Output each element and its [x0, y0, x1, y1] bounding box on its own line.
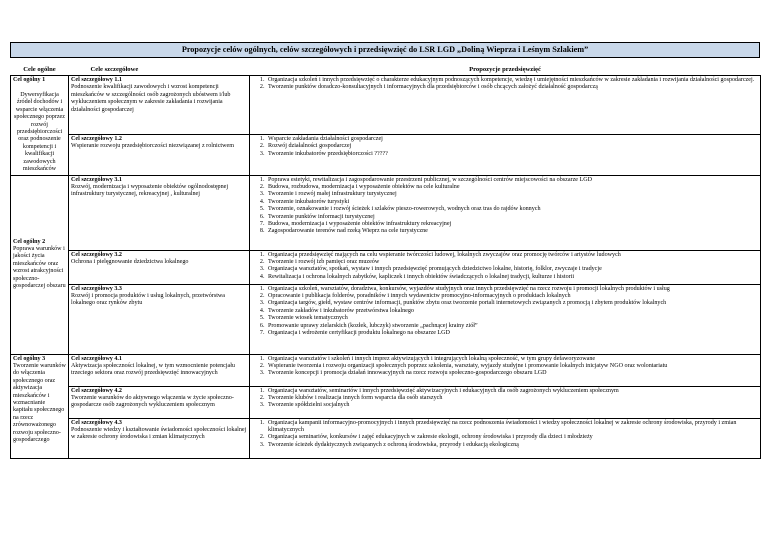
table-row	[11, 175, 761, 250]
action-item: 1. Organizacja szkoleń, warsztatów, doradztwa, konkursów, wyjazdów studyjnych oraz innych przedsięwzięć na rzecz rozwoju i promocji lokalnych produktów i usług	[266, 286, 758, 293]
actions-list	[252, 77, 758, 92]
header-specific-goals: Cele szczegółowe	[69, 64, 250, 76]
table-row	[11, 250, 761, 284]
actions-cell	[250, 76, 761, 135]
action-item: 4. Tworzenie inkubatorów turystyki	[266, 199, 758, 206]
action-item: 7. Budowa, modernizacja i wyposażenie obiektów infrastruktury rekreacyjnej	[266, 221, 758, 228]
specific-goal-label: Cel szczegółowy 3.3	[71, 285, 122, 292]
general-goal-cell	[11, 76, 69, 175]
action-item: 1. Poprawa estetyki, rewitalizacja i zagospodarowanie przestrzeni publicznej, w szczególności centrów miejscowości na obszarze LGD	[266, 177, 758, 184]
actions-cell	[250, 418, 761, 458]
action-item: 1. Wsparcie zakładania działalności gospodarczej	[266, 136, 758, 143]
action-item: 2. Tworzenie punktów doradczo-konsultacyjnych i informacyjnych dla przedsiębiorców i osób chcących założyć działalność gospodarczą	[266, 84, 758, 91]
specific-goal-cell	[69, 76, 250, 135]
specific-goal-text: Wspieranie rozwoju przedsiębiorczości niezwiązanej z rolnictwem	[71, 143, 234, 150]
specific-goal-label: Cel szczegółowy 3.2	[71, 251, 122, 258]
action-item: 3. Tworzenie spółdzielni socjalnych	[266, 402, 758, 409]
action-item: 4. Rewitalizacja i ochrona lokalnych zabytków, kapliczek i innych obiektów świadczących o lokalnej tradycji, kulturze i historii	[266, 274, 758, 281]
goals-table	[10, 64, 761, 459]
document-title: Propozycje celów ogólnych, celów szczegółowych i przedsięwzięć do LSR LGD „Doliną Wieprza i Leśnym Szlakiem”	[10, 42, 760, 58]
action-item: 8. Zagospodarowanie terenów nad rzeką Wieprz na cele turystyczne	[266, 228, 758, 235]
actions-list	[252, 286, 758, 338]
specific-goal-text: Tworzenie warunków do aktywnego włączenia w życie społeczno-gospodarcze osób zagrożonych wykluczeniem społecznym	[71, 394, 234, 409]
actions-list	[252, 420, 758, 450]
action-item: 2. Opracowanie i publikacja folderów, poradników i innych wydawnictw promocyjno-informacyjnych o produktach lokalnych	[266, 293, 758, 300]
specific-goal-cell	[69, 386, 250, 418]
action-item: 6. Tworzenie punktów informacji turystycznej	[266, 214, 758, 221]
action-item: 3. Tworzenie i rozwój małej infrastruktury turystycznej	[266, 191, 758, 198]
specific-goal-cell	[69, 250, 250, 284]
actions-cell	[250, 284, 761, 354]
actions-cell	[250, 354, 761, 386]
general-goal-text: Poprawa warunków i jakości życia mieszkańców oraz wzrost atrakcyjności społeczno-gospodarczej obszaru	[13, 245, 66, 290]
general-goal-label: Cel ogólny 3	[13, 355, 46, 362]
specific-goal-text: Podnoszenie kwalifikacji zawodowych i wzrost kompetencji mieszkańców w szczególności osób zagrożonych ubóstwem i/lub wykluczeniem społecznym w zakresie zakładania i rozwijania działalności gospodarczej	[71, 84, 231, 113]
general-goal-text: Dywersyfikacja źródeł dochodów i wsparcie włączenia społecznego poprzez rozwój przedsiębiorczości oraz podnoszenie kompetencji i kwalifikacji zawodowych mieszkańców	[14, 91, 65, 173]
specific-goal-label: Cel szczegółowy 4.1	[71, 355, 122, 362]
action-item: 2. Tworzenie i rozwój izb pamięci oraz muzeów	[266, 259, 758, 266]
general-goal-label: Cel ogólny 2	[13, 238, 46, 245]
specific-goal-label: Cel szczegółowy 1.2	[71, 135, 122, 142]
actions-list	[252, 252, 758, 282]
table-row	[11, 134, 761, 175]
action-item: 2. Wspieranie tworzenia i rozwoju organizacji społecznych poprzez szkolenia, warsztaty, wyjazdy studyjne i promowanie lokalnych inicjatyw NGO oraz wolontariatu	[266, 363, 758, 370]
actions-list	[252, 388, 758, 410]
actions-cell	[250, 175, 761, 250]
goals-table-body	[11, 76, 761, 458]
table-row	[11, 76, 761, 135]
actions-cell	[250, 386, 761, 418]
actions-list	[252, 136, 758, 158]
specific-goal-label: Cel szczegółowy 4.2	[71, 387, 122, 394]
actions-list	[252, 177, 758, 236]
actions-cell	[250, 134, 761, 175]
action-item: 2. Budowa, rozbudowa, modernizacja i wyposażenie obiektów na cele kulturalne	[266, 184, 758, 191]
specific-goal-text: Podnoszenie wiedzy i kształtowanie świadomości społeczności lokalnej w zakresie ochrony środowiska i zmian klimatycznych	[71, 426, 247, 441]
action-item: 7. Organizacja i wdrożenie certyfikacji produktu lokalnego na obszarze LGD	[266, 330, 758, 337]
header-actions: Propozycje przedsięwzięć	[250, 64, 761, 76]
specific-goal-text: Rozwój i promocja produktów i usług lokalnych, przetwórstwa lokalnego oraz rynków zbytu	[71, 292, 226, 307]
specific-goal-label: Cel szczegółowy 1.1	[71, 77, 122, 84]
action-item: 3. Tworzenie ścieżek dydaktycznych związanych z ochroną środowiska, przyrody i edukacją ekologiczną	[266, 442, 758, 449]
table-row	[11, 354, 761, 386]
general-goal-cell	[11, 175, 69, 354]
header-general-goals: Cele ogólne	[11, 64, 69, 76]
action-item: 3. Organizacja targów, giełd, wystaw centrów informacji, punktów zbytu oraz tworzenie portali internetowych związanych z promocją i zbytem produktów lokalnych	[266, 300, 758, 307]
table-row	[11, 284, 761, 354]
specific-goal-cell	[69, 418, 250, 458]
specific-goal-text: Rozwój, modernizacja i wyposażenie obiektów ogólnodostępnej infrastruktury turystycznej, rekreacyjnej , kulturalnej	[71, 183, 229, 198]
specific-goal-cell	[69, 175, 250, 250]
specific-goal-text: Ochrona i pielęgnowanie dziedzictwa lokalnego	[71, 258, 189, 265]
actions-list	[252, 356, 758, 378]
action-item: 1. Organizacja przedsięwzięć mających na celu wspieranie twórczości ludowej, lokalnych zwyczajów oraz promocję twórców i artystów ludowych	[266, 252, 758, 259]
general-goal-cell	[11, 354, 69, 458]
action-item: 2. Tworzenie klubów i realizacja innych form wsparcia dla osób starszych	[266, 395, 758, 402]
action-item: 6. Promowanie uprawy zielarskich (kozłek, lubczyk) stworzenie „pachnącej krainy ziół”	[266, 323, 758, 330]
specific-goal-cell	[69, 284, 250, 354]
table-row	[11, 386, 761, 418]
action-item: 3. Organizacja warsztatów, spotkań, wystaw i innych przedsięwzięć promujących dziedzictwo lokalne, historię, folklor, zwyczaje i tradycje	[266, 266, 758, 273]
action-item: 1. Organizacja kampanii informacyjno-promocyjnych i innych przedsięwzięć na rzecz podnoszenia świadomości i wiedzy społeczności lokalnej w zakresie ochrony środowiska, przyrody i zmian klimatycznych	[266, 420, 758, 435]
specific-goal-text: Aktywizacja społeczności lokalnej, w tym wzmocnienie potencjału trzeciego sektora oraz rozwój przedsięwzięć innowacyjnych	[71, 362, 235, 377]
general-goal-text: Tworzenie warunków do włączenia społecznego oraz aktywizacja mieszkańców i wzmacnianie kapitału społecznego na rzecz zrównoważonego rozwoju społeczno-gospodarczego	[13, 362, 66, 444]
specific-goal-label: Cel szczegółowy 3.1	[71, 176, 122, 183]
actions-cell	[250, 250, 761, 284]
table-row	[11, 418, 761, 458]
action-item: 5. Tworzenie, oznakowanie i rozwój ścieżek i szlaków pieszo-rowerowych, wodnych oraz tras do rajdów konnych	[266, 206, 758, 213]
action-item: 3. Tworzenie koncepcji i promocja działań innowacyjnych na rzecz rozwoju społeczno-gospodarczego obszaru LGD	[266, 370, 758, 377]
specific-goal-label: Cel szczegółowy 4.3	[71, 419, 122, 426]
action-item: 2. Rozwój działalności gospodarczej	[266, 143, 758, 150]
action-item: 1. Organizacja szkoleń i innych przedsięwzięć o charakterze edukacyjnym podnoszących kompetencje, wiedzę i umiejętności mieszkańców w zakresie zakładania i rozwijania działalności gospodarczej.	[266, 77, 758, 84]
general-goal-label: Cel ogólny 1	[13, 77, 46, 84]
action-item: 1. Organizacja warsztatów i szkoleń i innych imprez aktywizujących i integrujących lokalną społeczność, w tym grupy defaworyzowane	[266, 356, 758, 363]
specific-goal-cell	[69, 354, 250, 386]
action-item: 1. Organizacja warsztatów, seminariów i innych przedsięwzięć aktywizacyjnych i edukacyjnych dla osób zagrożonych wykluczeniem społecznym	[266, 388, 758, 395]
action-item: 4. Tworzenie zakładów i inkubatorów przetwórstwa lokalnego	[266, 308, 758, 315]
action-item: 3. Tworzenie inkubatorów przedsiębiorczości ?????	[266, 151, 758, 158]
specific-goal-cell	[69, 134, 250, 175]
action-item: 2. Organizacja seminariów, konkursów i zajęć edukacyjnych w zakresie ekologii, ochrony środowiska i przyrody dla dzieci i młodzieży	[266, 434, 758, 441]
action-item: 5. Tworzenie wiosek tematycznych	[266, 315, 758, 322]
